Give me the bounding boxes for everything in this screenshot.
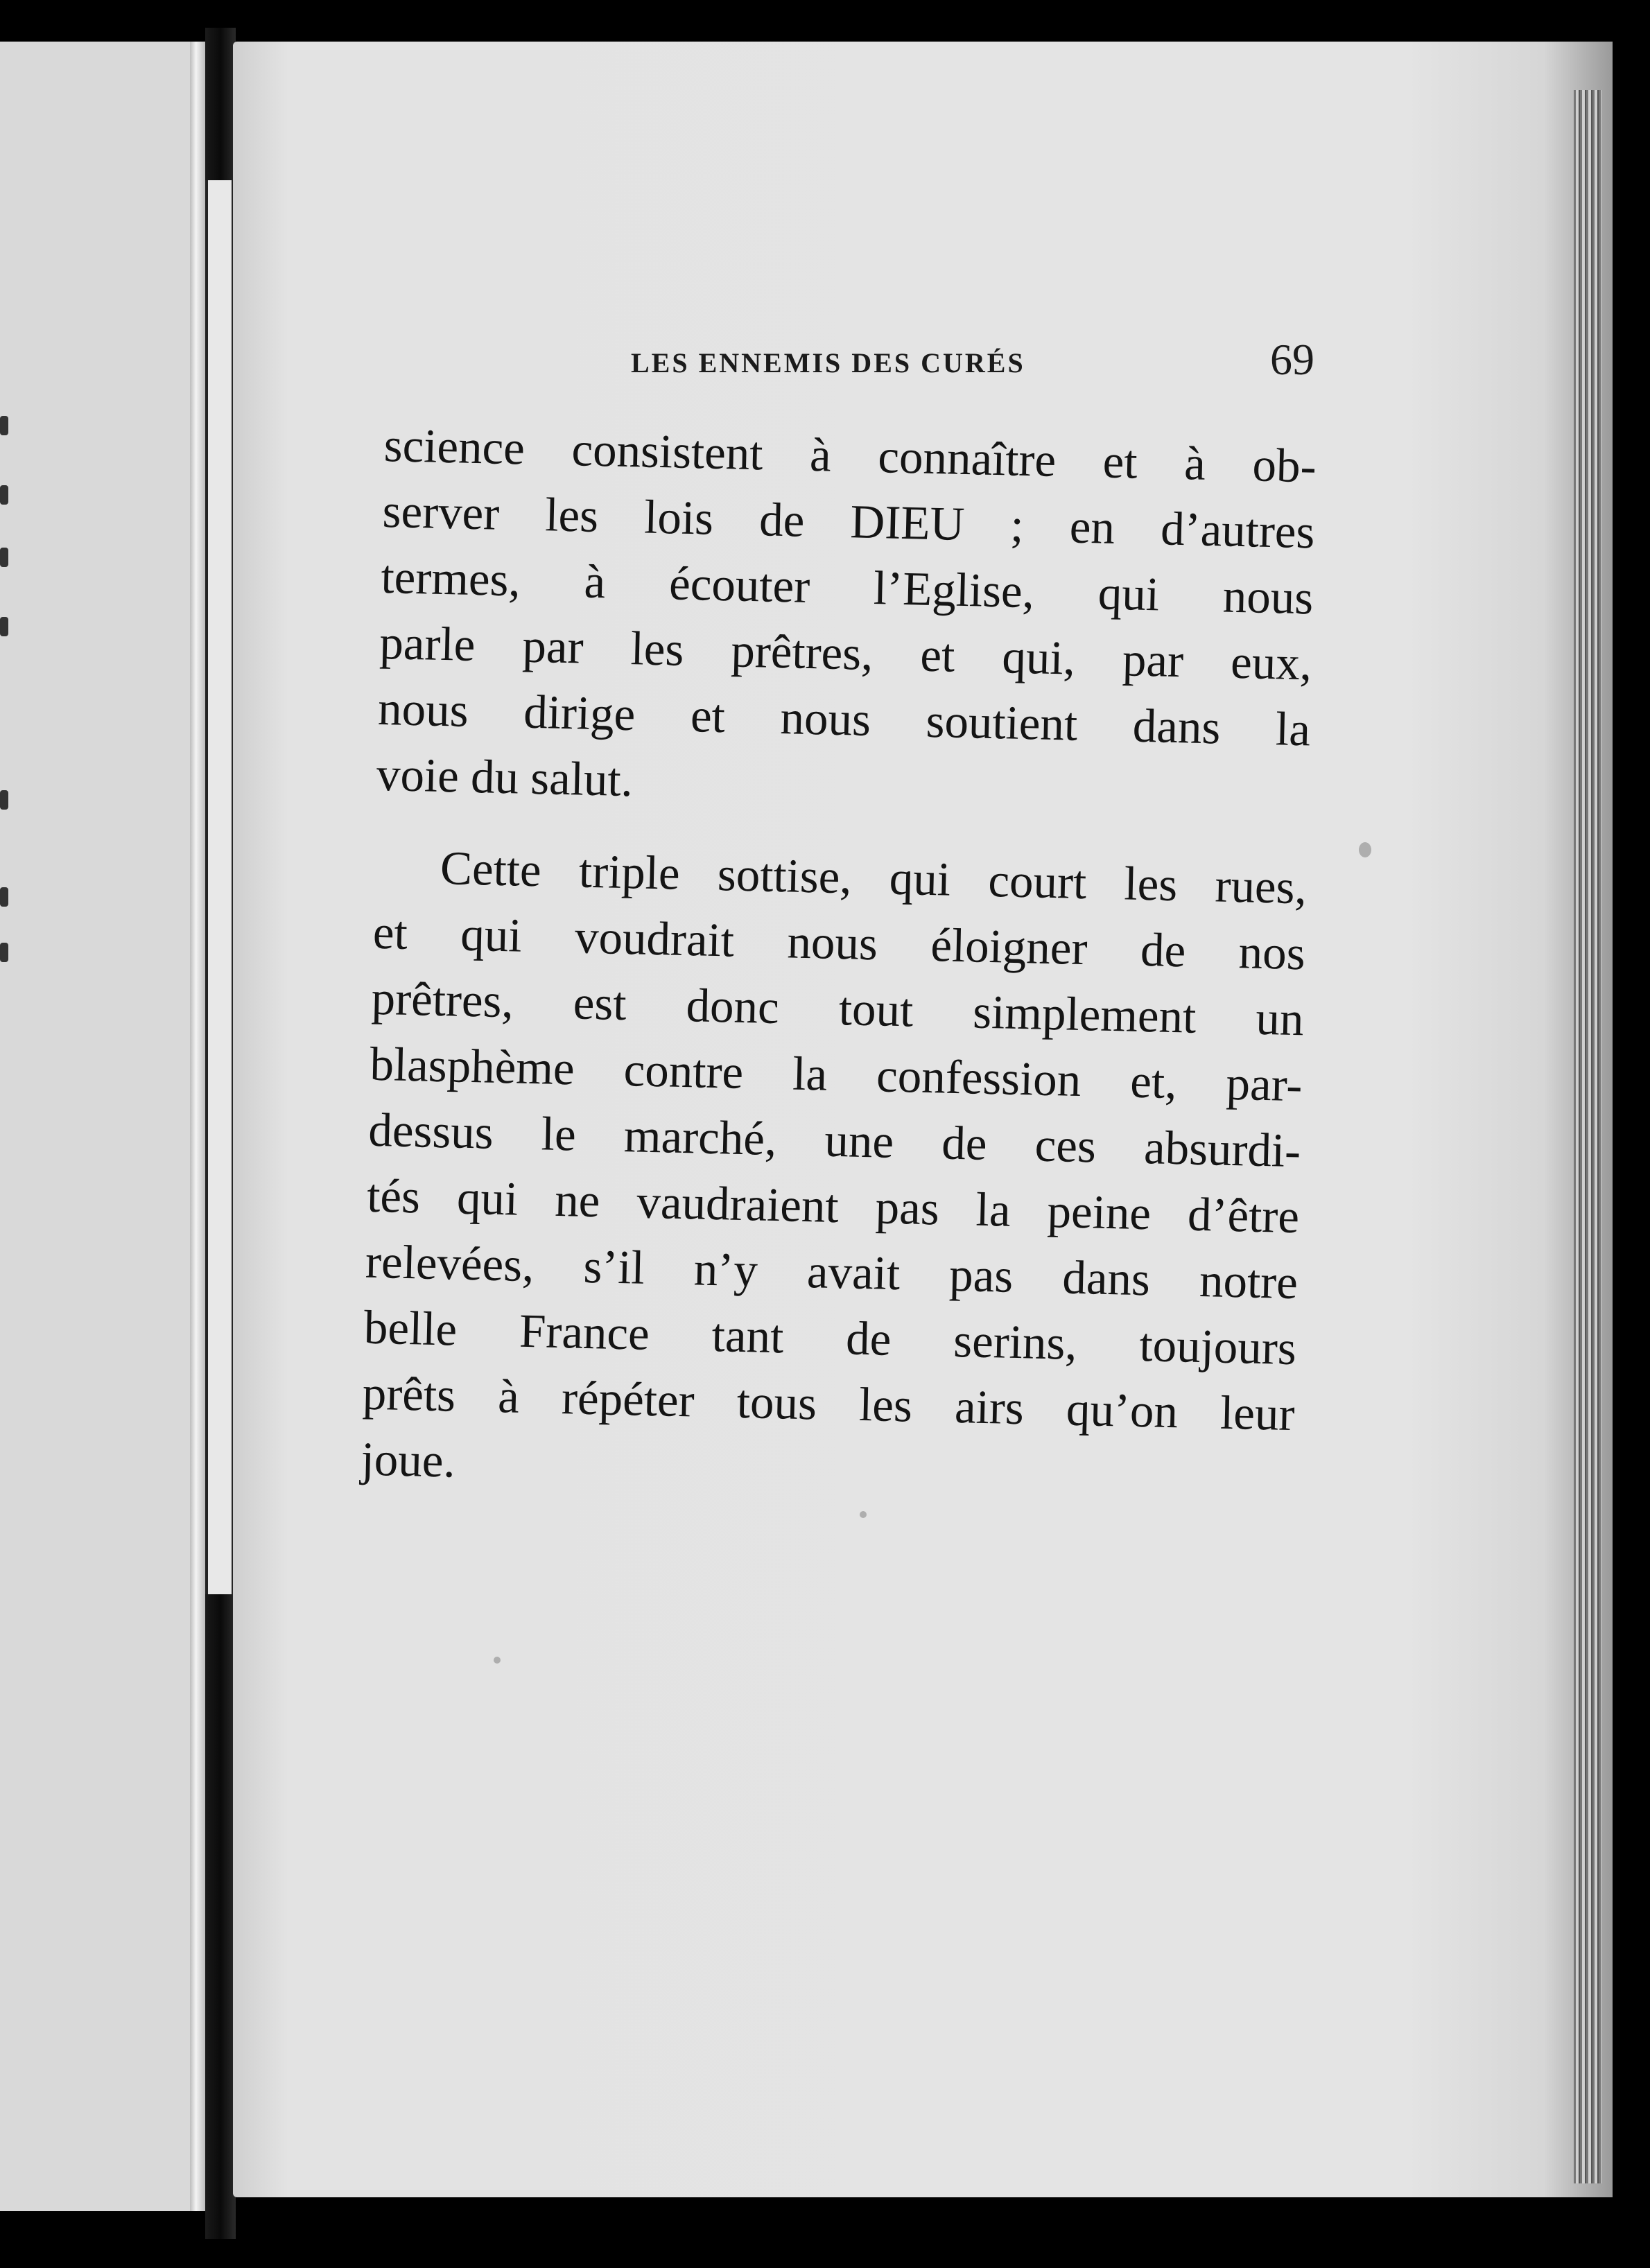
text-line: joue. xyxy=(360,1432,456,1488)
paper-speck xyxy=(860,1511,867,1518)
text-line: prêtres, est donc tout simplement un xyxy=(370,971,1305,1046)
text-line: server les lois de DIEU ; en d’autres xyxy=(381,484,1316,559)
text-line: termes, à écouter l’Eglise, qui nous xyxy=(380,550,1314,625)
text-line: et qui voudrait nous éloigner de nos xyxy=(372,905,1306,980)
paper-speck xyxy=(494,1657,501,1664)
facing-page xyxy=(0,42,205,2211)
binding-thread xyxy=(205,180,232,1594)
facing-page-text-fragments xyxy=(0,42,14,2211)
paragraph xyxy=(376,412,1317,828)
page-fore-edge xyxy=(1574,90,1601,2183)
text-line: belle France tant de serins, toujours xyxy=(363,1300,1297,1375)
running-head: LES ENNEMIS DES CURÉS xyxy=(631,347,1025,378)
text-line: Cette triple sottise, qui court les rues, xyxy=(440,841,1308,914)
text-line: science consistent à connaître et à ob- xyxy=(383,418,1317,493)
text-line: blasphème contre la confession et, par- xyxy=(369,1037,1303,1112)
text-line: voie du salut. xyxy=(376,747,634,807)
paragraph xyxy=(361,834,1308,1513)
text-line: tés qui ne vaudraient pas la peine d’être xyxy=(366,1169,1300,1244)
text-line: nous dirige et nous soutient dans la xyxy=(377,681,1311,756)
text-line: relevées, s’il n’y avait pas dans notre xyxy=(365,1235,1299,1309)
facing-page-edge xyxy=(190,42,205,2211)
text-line: dessus le marché, une de ces absurdi- xyxy=(367,1103,1302,1178)
paper-speck xyxy=(1359,842,1371,857)
page-body-text xyxy=(361,412,1317,1513)
text-line: prêts à répéter tous les airs qu’on leur xyxy=(362,1366,1296,1441)
page-number: 69 xyxy=(1270,335,1314,384)
text-line: parle par les prêtres, et qui, par eux, xyxy=(379,616,1312,690)
